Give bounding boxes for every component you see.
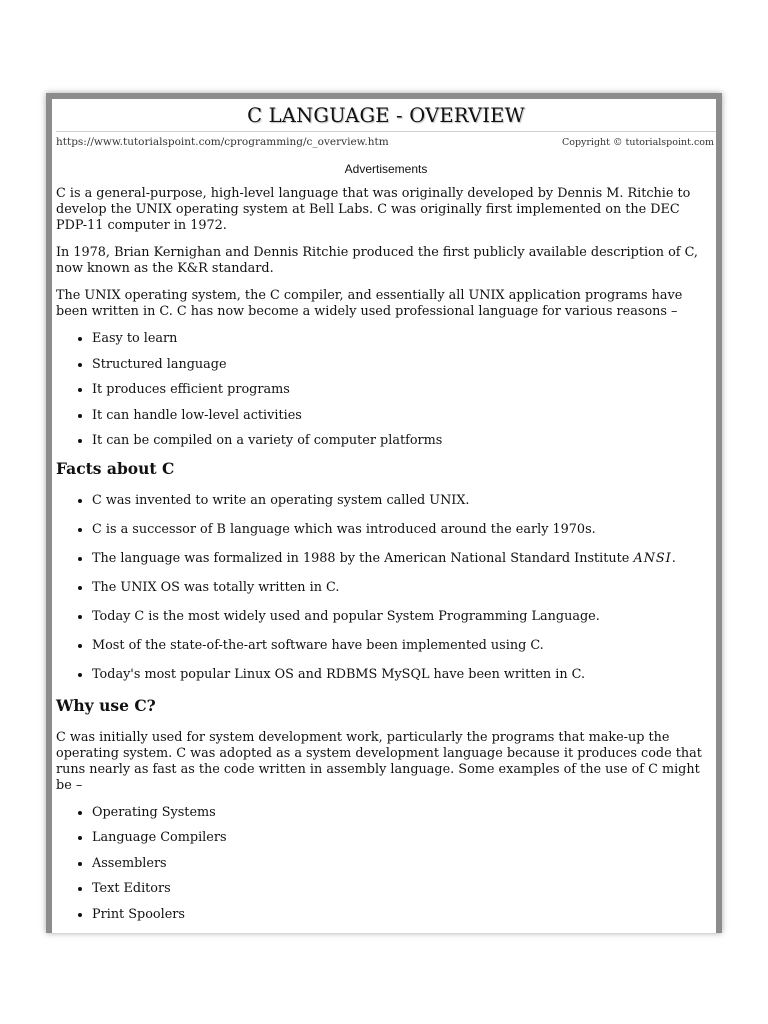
list-item: • Today's most popular Linux OS and RDBMS MySQL have been written in C.	[92, 667, 716, 683]
facts-list	[56, 493, 716, 683]
list-item: • It produces efficient programs	[92, 382, 716, 398]
list-item: • Language Compilers	[92, 830, 716, 846]
intro-paragraph-3: The UNIX operating system, the C compiler, and essentially all UNIX application programs have been written in C. C has now become a widely used professional language for various reasons –	[56, 288, 683, 319]
page-header-meta	[56, 131, 716, 150]
list-item: • Assemblers	[92, 856, 716, 872]
facts-heading: Facts about C	[56, 458, 175, 478]
list-item: • Most of the state-of-the-art software have been implemented using C.	[92, 638, 716, 654]
list-item: • C was invented to write an operating system called UNIX.	[92, 493, 716, 509]
intro-paragraph-2: In 1978, Brian Kernighan and Dennis Ritchie produced the first publicly available description of C, now known as the K&R standard.	[56, 245, 698, 276]
fact-suffix: .	[671, 550, 676, 566]
list-item: • Structured language	[92, 357, 716, 373]
ansi-abbreviation: ANSI	[633, 550, 672, 566]
list-item: • Operating Systems	[92, 805, 716, 821]
list-item	[92, 551, 716, 567]
document-page	[46, 93, 722, 933]
fact-text: The language was formalized in 1988 by the American National Standard Institute	[92, 550, 630, 566]
examples-list	[56, 805, 716, 923]
source-url[interactable]: https://www.tutorialspoint.com/cprogramming/c_overview.htm	[56, 136, 389, 148]
why-heading: Why use C?	[56, 695, 156, 715]
why-paragraph: C was initially used for system development work, particularly the programs that make-up the operating system. C was adopted as a system development language because it produces code that runs nearly as fast as the code written in assembly language. Some examples of the use of C might be –	[56, 729, 702, 793]
page-title: C LANGUAGE - OVERVIEW	[247, 104, 525, 127]
list-item: • It can handle low-level activities	[92, 408, 716, 424]
list-item: • C is a successor of B language which was introduced around the early 1970s.	[92, 522, 716, 538]
page-content	[52, 103, 716, 923]
list-item: • Text Editors	[92, 881, 716, 897]
list-item: • Print Spoolers	[92, 907, 716, 923]
list-item: • It can be compiled on a variety of computer platforms	[92, 433, 716, 449]
intro-paragraph-1: C is a general-purpose, high-level language that was originally developed by Dennis M. Ritchie to develop the UNIX operating system at Bell Labs. C was originally first implemented on the DEC PDP-11 computer in 1972.	[56, 186, 691, 233]
list-item: • Today C is the most widely used and popular System Programming Language.	[92, 609, 716, 625]
advertisements-label: Advertisements	[344, 162, 428, 176]
reasons-list	[56, 331, 716, 449]
list-item: • Easy to learn	[92, 331, 716, 347]
list-item: • The UNIX OS was totally written in C.	[92, 580, 716, 596]
copyright-notice: Copyright © tutorialspoint.com	[561, 136, 714, 148]
